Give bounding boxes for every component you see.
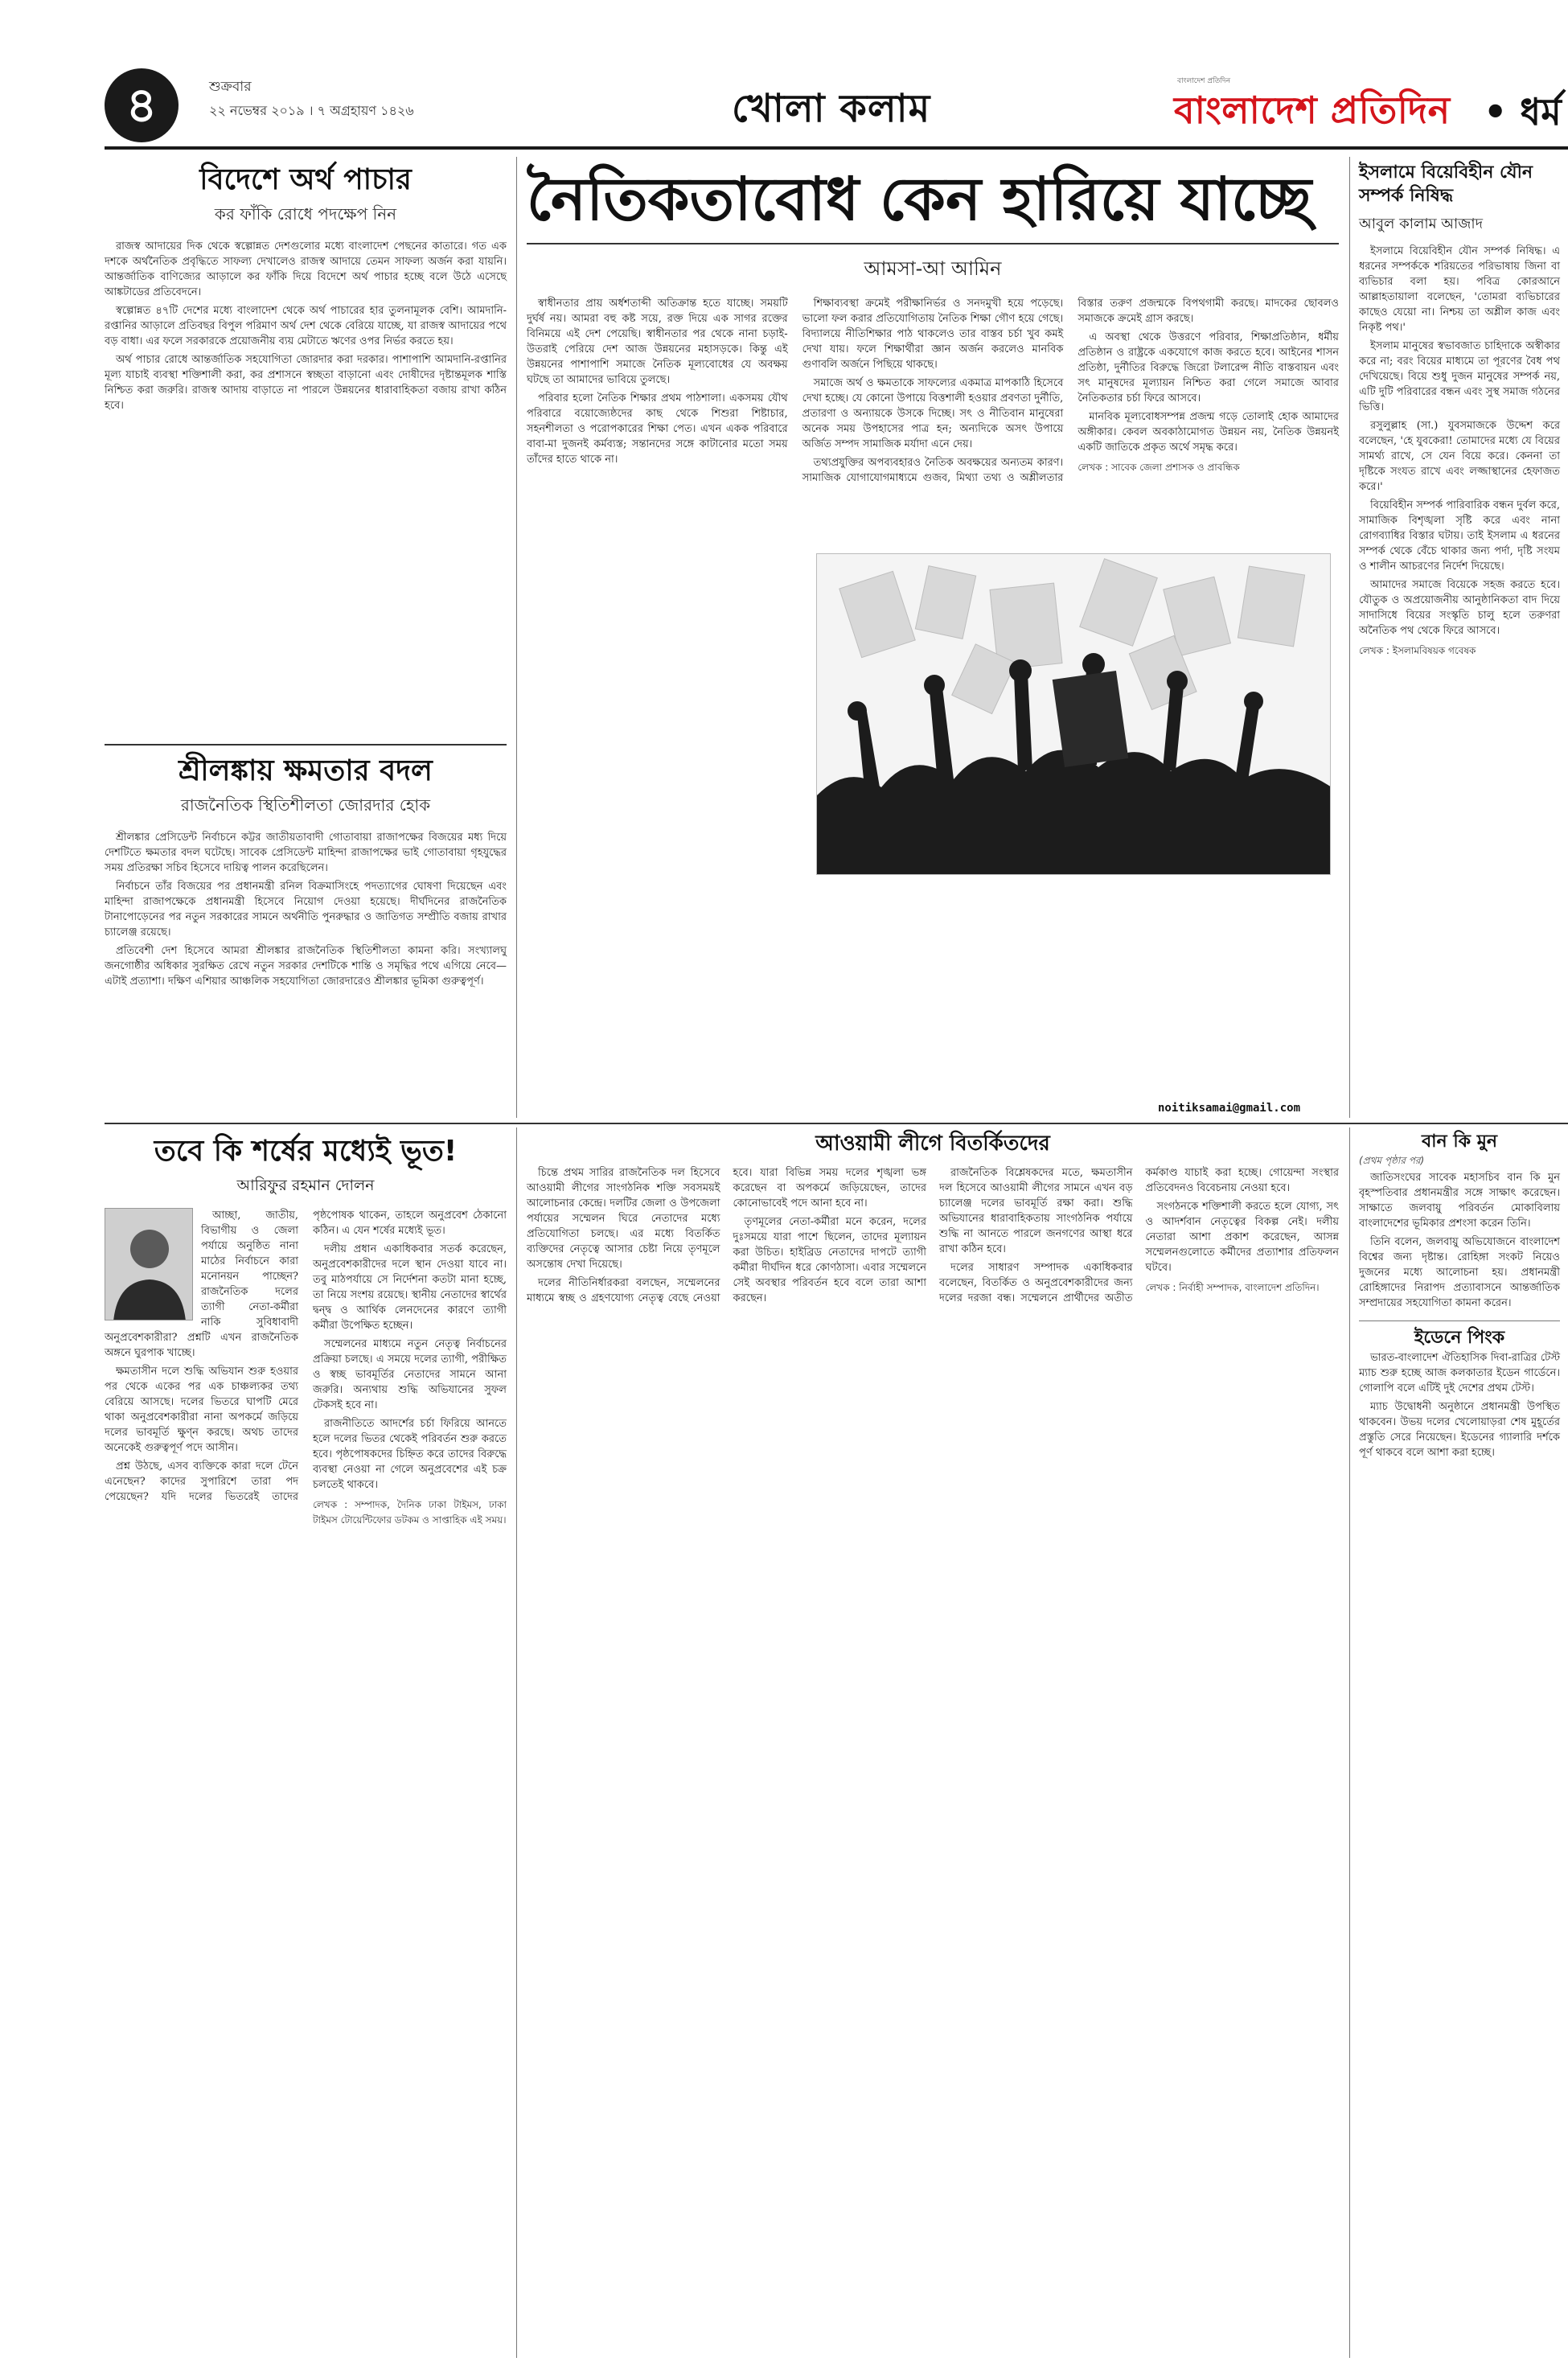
article-awami-league <box>527 1130 1339 1306</box>
author-portrait <box>105 1208 193 1320</box>
paragraph: চিন্তে প্রথম সারির রাজনৈতিক দল হিসেবে আওয়ামী লীগের সাংগঠনিক শক্তি সবসময়ই আলোচনার কেন্দ্রে। দলটির জেলা ও উপজেলা পর্যায়ের সম্মেলন ঘিরে নেতাদের মধ্যে প্রতিযোগিতা চলছে। এর মধ্যে বিতর্কিত ব্যক্তিদের নেতৃত্বে আসার চেষ্টা নিয়ে তৃণমূলে অসন্তোষ দেখা দিয়েছে। <box>527 1167 720 1271</box>
headline: ইসলামে বিয়েবিহীন যৌন সম্পর্ক নিষিদ্ধ <box>1359 162 1533 206</box>
author-email[interactable]: noitiksamai@gmail.com <box>1158 1102 1301 1115</box>
paragraph: বিয়েবিহীন সম্পর্ক পারিবারিক বন্ধন দুর্বল করে, সামাজিক বিশৃঙ্খলা সৃষ্টি করে এবং নানা রোগব্যাধির বিস্তার ঘটায়। তাই ইসলাম এ ধরনের সম্পর্ক থেকে বেঁচে থাকার জন্য পর্দা, দৃষ্টি সংযম ও শালীন আচরণের নির্দেশ দিয়েছে। <box>1359 499 1560 573</box>
headline: আওয়ামী লীগে বিতর্কিতদের <box>815 1132 1050 1156</box>
paragraph: দলের নীতিনির্ধারকরা বলছেন, সম্মেলনের মাধ্যমে স্বচ্ছ ও গ্রহণযোগ্য নেতৃত্ব বেছে নেওয়া হবে। যারা বিভিন্ন সময় দলের শৃঙ্খলা ভঙ্গ করেছেন বা অপকর্মে জড়িয়েছেন, তাদের কোনোভাবেই পদে আনা হবে না। <box>527 1167 926 1304</box>
byline: আবুল কালাম আজাদ <box>1359 216 1484 232</box>
paragraph: শিক্ষাব্যবস্থা ক্রমেই পরীক্ষানির্ভর ও সনদমুখী হয়ে পড়েছে। ভালো ফল করার প্রতিযোগিতায় নৈতিক শিক্ষা গৌণ হয়ে গেছে। বিদ্যালয়ে নীতিশিক্ষার পাঠ থাকলেও তার বাস্তব চর্চা খুব কমই দেখা যায়। ফলে শিক্ষার্থীরা জ্ঞান অর্জন করলেও মানবিক গুণাবলি অর্জনে পিছিয়ে থাকছে। <box>802 298 1064 371</box>
page-number: ৪ <box>105 68 179 142</box>
paragraph: রসুলুল্লাহ (সা.) যুবসমাজকে উদ্দেশ করে বলেছেন, 'হে যুবকেরা! তোমাদের মধ্যে যে বিয়ের সামর্থ্য রাখে, সে যেন বিয়ে করে। কেননা তা দৃষ্টিকে সংযত রাখে এবং লজ্জাস্থানের হেফাজত করে।' <box>1359 420 1560 493</box>
headline-eden: ইডেনে পিংক <box>1359 1320 1560 1350</box>
paragraph: সম্মেলনের মাধ্যমে নতুন নেতৃত্ব নির্বাচনের প্রক্রিয়া চলছে। এ সময়ে দলের ত্যাগী, পরীক্ষিত ও স্বচ্ছ ভাবমূর্তির নেতাদের সামনে আনা জরুরি। অন্যথায় শুদ্ধি অভিযানের সুফল টেকসই হবে না। <box>313 1338 507 1411</box>
article-body <box>105 1208 507 1528</box>
article-body <box>1359 244 1560 659</box>
paragraph: জাতিসংঘের সাবেক মহাসচিব বান কি মুন বৃহস্পতিবার প্রধানমন্ত্রীর সঙ্গে সাক্ষাৎ করেছেন। সাক্ষাতে জলবায়ু পরিবর্তন মোকাবিলায় বাংলাদেশের ভূমিকার প্রশংসা করেন তিনি। <box>1359 1172 1560 1230</box>
byline: আরিফুর রহমান দোলন <box>236 1177 375 1194</box>
paragraph: ক্ষমতাসীন দলে শুদ্ধি অভিযান শুরু হওয়ার পর থেকে একের পর এক চাঞ্চল্যকর তথ্য বেরিয়ে আসছে। দলের ভিতরে ঘাপটি মেরে থাকা অনুপ্রবেশকারীরা নানা অপকর্মে জড়িয়ে দলের ভাবমূর্তি ক্ষুণ্ন করছে। অথচ তাদের অনেকেই গুরুত্বপূর্ণ পদে আসীন। <box>105 1366 298 1454</box>
weekday: শুক্রবার <box>209 79 252 95</box>
section-title: খোলা কলাম <box>732 86 931 131</box>
paragraph: তথ্যপ্রযুক্তির অপব্যবহারও নৈতিক অবক্ষয়ের অন্যতম কারণ। সামাজিক যোগাযোগমাধ্যমে গুজব, মিথ্যা তথ্য ও অশ্লীলতার বিস্তার তরুণ প্রজন্মকে বিপথগামী করছে। মাদকের ছোবলও সমাজকে ক্রমেই গ্রাস করছে। <box>802 298 1339 484</box>
paragraph: স্বাধীনতার প্রায় অর্ধশতাব্দী অতিক্রান্ত হতে যাচ্ছে। সময়টি দুর্ঘর্ষ নয়। আমরা বহু কষ্ট সয়ে, রক্ত দিয়ে এক সাগর রক্তের বিনিময়ে এই দেশ পেয়েছি। স্বাধীনতার পর থেকে নানা চড়াই-উতরাই পেরিয়ে দেশ আজ উন্নয়নের মহাসড়কে। কিন্তু এই উন্নয়নের পাশাপাশি সমাজে নৈতিক মূল্যবোধের যে অবক্ষয় ঘটছে তা আমাদের ভাবিয়ে তুলছে। <box>527 298 788 386</box>
paragraph: প্রতিবেশী দেশ হিসেবে আমরা শ্রীলঙ্কার রাজনৈতিক স্থিতিশীলতা কামনা করি। সংখ্যালঘু জনগোষ্ঠীর অধিকার সুরক্ষিত রেখে নতুন সরকার দেশটিকে শান্তি ও সমৃদ্ধির পথে এগিয়ে নেবে—এটাই প্রত্যাশা। দক্ষিণ এশিয়ার আঞ্চলিক সহযোগিতা জোরদারেও শ্রীলঙ্কার ভূমিকা গুরুত্বপূর্ণ। <box>105 945 507 988</box>
author-note: লেখক : নির্বাহী সম্পাদক, বাংলাদেশ প্রতিদিন। <box>1145 1282 1320 1293</box>
headline: তবে কি শর্ষের মধ্যেই ভূত! <box>154 1135 458 1168</box>
paragraph: পরিবার হলো নৈতিক শিক্ষার প্রথম পাঠশালা। একসময় যৌথ পরিবারে বয়োজ্যেষ্ঠদের কাছ থেকে শিশুরা শিষ্টাচার, সহনশীলতা ও পরোপকারের শিক্ষা পেত। এখন একক পরিবারে বাবা-মা দুজনই কর্মব্যস্ত; সন্তানদের সঙ্গে কাটানোর মতো সময় তাঁদের হাতে থাকে না। <box>527 392 788 466</box>
paragraph: নির্বাচনে তাঁর বিজয়ের পর প্রধানমন্ত্রী রনিল বিক্রমাসিংহে পদত্যাগের ঘোষণা দিয়েছেন এবং মাহিন্দা রাজাপক্ষেকে প্রধানমন্ত্রী হিসেবে নিয়োগ দেওয়া হয়েছে। দীর্ঘদিনের রাজনৈতিক টানাপোড়েনের পর নতুন সরকারের সামনে অর্থনীতি পুনরুদ্ধার ও জাতিগত সম্প্রীতি বজায় রাখার চ্যালেঞ্জ রয়েছে। <box>105 881 507 939</box>
masthead-rule <box>105 146 1568 150</box>
paragraph: তৃণমূলের নেতা-কর্মীরা মনে করেন, দলের দুঃসময়ে যারা পাশে ছিলেন, তাদের মূল্যায়ন করা উচিত। হাইব্রিড নেতাদের দাপটে ত্যাগী কর্মীরা দীর্ঘদিন ধরে কোণঠাসা। এবার সম্মেলনে সেই অবস্থার পরিবর্তন হবে বলে তারা আশা করছেন। <box>733 1216 926 1304</box>
paragraph: তিনি বলেন, জলবায়ু অভিযোজনে বাংলাদেশ বিশ্বের জন্য দৃষ্টান্ত। রোহিঙ্গা সংকট নিয়েও দুজনের মধ্যে আলোচনা হয়। প্রধানমন্ত্রী রোহিঙ্গাদের নিরাপদ প্রত্যাবাসনে আন্তর্জাতিক সম্প্রদায়ের সহযোগিতা কামনা করেন। <box>1359 1236 1560 1309</box>
person-icon <box>105 1209 193 1320</box>
paragraph: আচ্ছা, জাতীয়, বিভাগীয় ও জেলা পর্যায়ে অনুষ্ঠিত নানা মাঠের নির্বাচনে কারা মনোনয়ন পাচ্ছেন? রাজনৈতিক দলের ত্যাগী নেতা-কর্মীরা নাকি সুবিধাবাদী অনুপ্রবেশকারীরা? প্রশ্নটি এখন রাজনৈতিক অঙ্গনে ঘুরপাক খাচ্ছে। <box>105 1210 298 1359</box>
paragraph: রাজনৈতিক বিশ্লেষকদের মতে, ক্ষমতাসীন দল হিসেবে আওয়ামী লীগের সামনে এখন বড় চ্যালেঞ্জ দলের ভাবমূর্তি রক্ষা করা। শুদ্ধি অভিযানের ধারাবাহিকতায় সাংগঠনিক পর্যায়ে শুদ্ধি না আনতে পারলে জনগণের আস্থা ধরে রাখা কঠিন হবে। <box>939 1167 1133 1255</box>
continued-note: (প্রথম পৃষ্ঠার পর) <box>1359 1155 1425 1166</box>
article-religion <box>1359 161 1560 659</box>
divider <box>105 744 507 745</box>
author-note: লেখক : সম্পাদক, দৈনিক ঢাকা টাইমস, ঢাকা টাইমস টোয়েন্টিফোর ডটকম ও সাপ্তাহিক এই সময়। <box>313 1499 507 1526</box>
article-body <box>1359 1170 1560 1311</box>
brand-section: • ধর্ম <box>1484 90 1562 133</box>
paragraph: ভারত-বাংলাদেশ ঐতিহাসিক দিবা-রাত্রির টেস্ট ম্যাচ শুরু হচ্ছে আজ কলকাতার ইডেন গার্ডেনে। গোলাপি বলে এটিই দুই দেশের প্রথম টেস্ট। <box>1359 1352 1560 1394</box>
column-divider <box>1349 1127 1350 2358</box>
paragraph: রাজস্ব আদায়ের দিক থেকে স্বল্পোন্নত দেশগুলোর মধ্যে বাংলাদেশ পেছনের কাতারে। গত এক দশকে অর্থনৈতিক প্রবৃদ্ধিতে সাফল্য দেখালেও রাজস্ব আদায়ে তেমন সাফল্য অর্জন করা যায়নি। আন্তর্জাতিক বাণিজ্যের আড়ালে কর ফাঁকি দিয়ে বিদেশে অর্থ পাচার হচ্ছে বলে উঠে এসেছে আঙ্কটাডের প্রতিবেদনে। <box>105 240 507 298</box>
main-headline: নৈতিকতাবোধ কেন হারিয়ে যাচ্ছে <box>527 161 1339 244</box>
article-body <box>105 239 507 413</box>
article-srilanka <box>105 752 507 992</box>
crowd-illustration <box>816 553 1331 875</box>
article-body-eden <box>1359 1350 1560 1460</box>
section-divider <box>105 1123 1568 1124</box>
headline: বান কি মুন <box>1421 1132 1498 1152</box>
article-ban-ki-moon <box>1359 1130 1560 1464</box>
author-note: লেখক : সাবেক জেলা প্রশাসক ও প্রাবন্ধিক <box>1077 462 1240 473</box>
paragraph: প্রশ্ন উঠছে, এসব ব্যক্তিকে কারা দলে টেনে এনেছেন? কাদের সুপারিশে তারা পদ পেয়েছেন? যদি দলের ভিতরেই তাদের পৃষ্ঠপোষক থাকেন, তাহলে অনুপ্রবেশ ঠেকানো কঠিন। এ যেন শর্ষের মধ্যেই ভূত। <box>105 1210 507 1503</box>
paragraph: অর্থ পাচার রোধে আন্তর্জাতিক সহযোগিতা জোরদার করা দরকার। পাশাপাশি আমদানি-রপ্তানির মূল্য যাচাই ব্যবস্থা শক্তিশালী করা, কর প্রশাসনে স্বচ্ছতা বাড়ানো এবং দোষীদের দৃষ্টান্তমূলক শাস্তি নিশ্চিত করা জরুরি। রাজস্ব আদায় বাড়াতে না পারলে উন্নয়নের ধারাবাহিকতা বজায় রাখা কঠিন হবে। <box>105 354 507 412</box>
subhead: কর ফাঁকি রোধে পদক্ষেপ নিন <box>214 204 397 224</box>
paragraph: শ্রীলঙ্কার প্রেসিডেন্ট নির্বাচনে কট্টর জাতীয়তাবাদী গোতাবায়া রাজাপক্ষের বিজয়ের মধ্য দিয়ে দেশটিতে ক্ষমতার বদল ঘটেছে। সাবেক প্রেসিডেন্ট মাহিন্দা রাজাপক্ষের ভাই গোতাবায়া গৃহযুদ্ধের সময় প্রতিরক্ষা সচিব হিসেবে দায়িত্ব পালন করেছিলেন। <box>105 832 507 874</box>
date-line: ২২ নভেম্বর ২০১৯ । ৭ অগ্রহায়ণ ১৪২৬ <box>209 103 414 118</box>
brand-tag: বাংলাদেশ প্রতিদিন <box>1177 77 1231 85</box>
paragraph: স্বল্পোন্নত ৪৭টি দেশের মধ্যে বাংলাদেশ থেকে অর্থ পাচারের হার তুলনামূলক বেশি। আমদানি-রপ্তানির আড়ালে প্রতিবছর বিপুল পরিমাণ অর্থ দেশ থেকে বেরিয়ে যাচ্ছে, যা রাজস্ব আদায়ের পথে বড় বাধা। এর ফলে সরকারকে প্রয়োজনীয় ব্যয় মেটাতে ঋণের ওপর নির্ভর করতে হয়। <box>105 305 507 347</box>
subhead: রাজনৈতিক স্থিতিশীলতা জোরদার হোক <box>180 795 431 815</box>
paragraph: আমাদের সমাজে বিয়েকে সহজ করতে হবে। যৌতুক ও অপ্রয়োজনীয় আনুষ্ঠানিকতা বাদ দিয়ে সাদাসিধে বিয়ের সংস্কৃতি চালু হলে তরুণরা অনৈতিক পথ থেকে ফিরে আসবে। <box>1359 579 1560 637</box>
article-opinion <box>105 1132 507 1528</box>
paragraph: এ অবস্থা থেকে উত্তরণে পরিবার, শিক্ষাপ্রতিষ্ঠান, ধর্মীয় প্রতিষ্ঠান ও রাষ্ট্রকে একযোগে কাজ করতে হবে। আইনের শাসন প্রতিষ্ঠা, দুর্নীতির বিরুদ্ধে জিরো টলারেন্স নীতি বাস্তবায়ন এবং সৎ মানুষদের মূল্যায়ন নিশ্চিত করা গেলে সমাজে আবার নৈতিকতার চর্চা ফিরে আসবে। <box>1077 331 1339 405</box>
masthead <box>105 76 1568 141</box>
headline: বিদেশে অর্থ পাচার <box>199 163 412 196</box>
paragraph: দলীয় প্রধান একাধিকবার সতর্ক করেছেন, অনুপ্রবেশকারীদের দলে স্থান দেওয়া যাবে না। তবু মাঠপর্যায়ে সে নির্দেশনা কতটা মানা হচ্ছে, তা নিয়ে সংশয় রয়েছে। স্থানীয় নেতাদের স্বার্থের দ্বন্দ্ব ও আর্থিক লেনদেনের কারণে ত্যাগী কর্মীরা উপেক্ষিত হচ্ছেন। <box>313 1243 507 1332</box>
author-note: লেখক : ইসলামবিষয়ক গবেষক <box>1359 645 1476 656</box>
byline: আমসা-আ আমিন <box>864 257 1002 280</box>
column-divider <box>1349 157 1350 1118</box>
article-foreign-money <box>105 161 507 417</box>
paragraph: মানবিক মূল্যবোধসম্পন্ন প্রজন্ম গড়ে তোলাই হোক আমাদের অঙ্গীকার। কেবল অবকাঠামোগত উন্নয়ন নয়, নৈতিক উন্নয়নই একটি জাতিকে প্রকৃত অর্থে সমৃদ্ধ করে। <box>1077 411 1339 454</box>
paragraph: সংগঠনকে শক্তিশালী করতে হলে যোগ্য, সৎ ও আদর্শবান নেতৃত্বের বিকল্প নেই। দলীয় নেতারা আশা প্রকাশ করেছেন, আসন্ন সম্মেলনগুলোতে কর্মীদের প্রত্যাশার প্রতিফলন ঘটবে। <box>1145 1201 1339 1274</box>
brand-name: বাংলাদেশ প্রতিদিন <box>1174 88 1451 132</box>
paragraph: সমাজে অর্থ ও ক্ষমতাকে সাফল্যের একমাত্র মাপকাঠি হিসেবে দেখা হচ্ছে। যে কোনো উপায়ে বিত্তশালী হওয়ার প্রবণতা দুর্নীতি, প্রতারণা ও অন্যায়কে উসকে দিচ্ছে। সৎ ও নীতিবান মানুষেরা অনেক সময় উপহাসের পাত্র হন; অন্যদিকে অসৎ উপায়ে অর্জিত সম্পদ সামাজিক মর্যাদা এনে দেয়। <box>802 377 1064 450</box>
paragraph: ইসলাম মানুষের স্বভাবজাত চাহিদাকে অস্বীকার করে না; বরং বিয়ের মাধ্যমে তা পূরণের বৈধ পথ দেখিয়েছে। বিয়ে শুধু দুজন মানুষের সম্পর্ক নয়, এটি দুটি পরিবারের বন্ধন এবং সুস্থ সমাজ গঠনের ভিত্তি। <box>1359 340 1560 413</box>
paragraph: ইসলামে বিয়েবিহীন যৌন সম্পর্ক নিষিদ্ধ। এ ধরনের সম্পর্ককে শরিয়তের পরিভাষায় জিনা বা ব্যভিচার বলা হয়। পবিত্র কোরআনে আল্লাহতায়ালা বলেছেন, 'তোমরা ব্যভিচারের কাছেও যেয়ো না। নিশ্চয় তা অশ্লীল কাজ এবং নিকৃষ্ট পথ।' <box>1359 245 1560 334</box>
paragraph: দলের সাধারণ সম্পাদক একাধিকবার বলেছেন, বিতর্কিত ও অনুপ্রবেশকারীদের জন্য দলের দরজা বন্ধ। সম্মেলনে প্রার্থীদের অতীত কর্মকাণ্ড যাচাই করা হচ্ছে। গোয়েন্দা সংস্থার প্রতিবেদনও বিবেচনায় নেওয়া হবে। <box>939 1167 1339 1304</box>
column-divider <box>516 1127 517 2358</box>
paragraph: ম্যাচ উদ্বোধনী অনুষ্ঠানে প্রধানমন্ত্রী উপস্থিত থাকবেন। উভয় দলের খেলোয়াড়রা শেষ মুহূর্তের প্রস্তুতি সেরে নিয়েছেন। ইডেনের গ্যালারি দর্শকে পূর্ণ থাকবে বলে আশা করা হচ্ছে। <box>1359 1401 1560 1459</box>
illustration-svg <box>817 554 1331 875</box>
headline: শ্রীলঙ্কায় ক্ষমতার বদল <box>179 754 433 787</box>
column-divider <box>516 157 517 1118</box>
article-body <box>105 830 507 989</box>
article-body <box>527 1165 1339 1306</box>
paragraph: রাজনীতিতে আদর্শের চর্চা ফিরিয়ে আনতে হলে দলের ভিতর থেকেই পরিবর্তন শুরু করতে হবে। পৃষ্ঠপোষকদের চিহ্নিত করে তাদের বিরুদ্ধে ব্যবস্থা নেওয়া না গেলে অনুপ্রবেশের এই চক্র চলতেই থাকবে। <box>313 1418 507 1491</box>
